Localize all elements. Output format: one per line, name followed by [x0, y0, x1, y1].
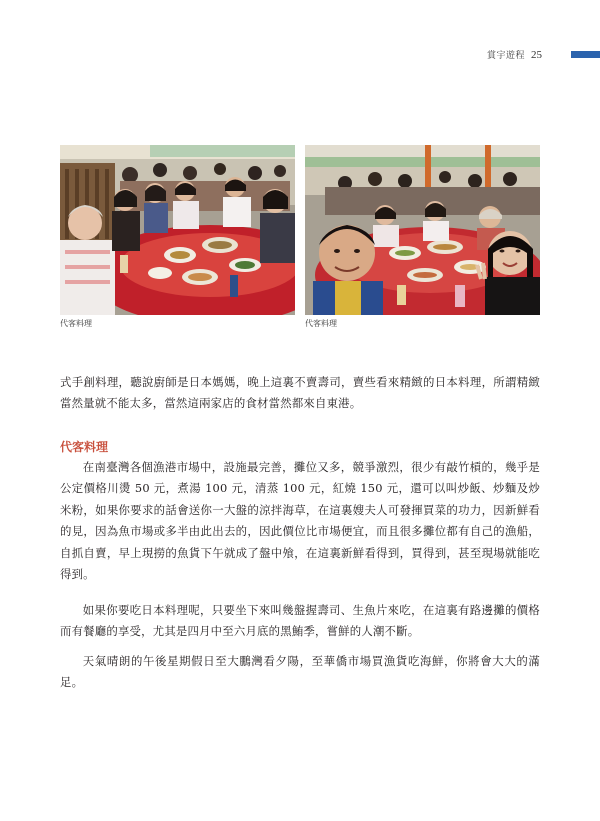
section-title: 賞宇遊程: [487, 51, 526, 61]
photo-dining-group-left: [60, 145, 295, 315]
header-accent-bar: [571, 51, 600, 58]
section-heading: 代客料理: [60, 440, 109, 454]
running-header: [487, 48, 542, 62]
photo-dining-group-right: [305, 145, 540, 315]
body-paragraph-2: 如果你要吃日本料理呢，只要坐下來叫幾盤握壽司、生魚片來吃，在這裏有路邊攤的價格而有餐廳的享受，尤其是四月中至六月底的黑鮪季，嘗鮮的人潮不斷。: [60, 603, 540, 639]
photo-caption-left: 代客料理: [60, 319, 92, 328]
photo-caption-right: 代客料理: [305, 319, 337, 328]
photo-dining-group-left-image: [60, 145, 295, 315]
page-number: 25: [531, 49, 543, 61]
intro-paragraph: 式手創料理，聽說廚師是日本媽媽，晚上這裏不賣壽司，賣些看來精緻的日本料理，所謂精緻當然量就不能太多，當然這兩家店的食材當然都來自東港。: [60, 375, 540, 411]
body-paragraph-3: 天氣晴朗的午後星期假日至大鵬灣看夕陽，至華僑市場買漁貨吃海鮮，你將會大大的滿足。: [60, 654, 540, 690]
body-paragraph-1: 在南臺灣各個漁港市場中，設施最完善，攤位又多，競爭激烈，很少有敲竹槓的，幾乎是公定價格川燙 50 元，煮湯 100 元，清蒸 100 元，紅燒 150 元，還可以叫炒飯、炒麵及炒米粉，如果你要求的話會送你一大盤的涼拌海草，在這裏嫂夫人可發揮買菜的功力，因新鮮看的見，因為魚市場或多半由此出去的，因此價位比市場便宜，而且很多攤位都有自己的漁船，自抓自賣，早上現撈的魚貨下午就成了盤中飧，在這裏新鮮看得到，買得到，甚至現場就能吃得到。: [60, 460, 540, 582]
photo-dining-group-right-image: [305, 145, 540, 315]
